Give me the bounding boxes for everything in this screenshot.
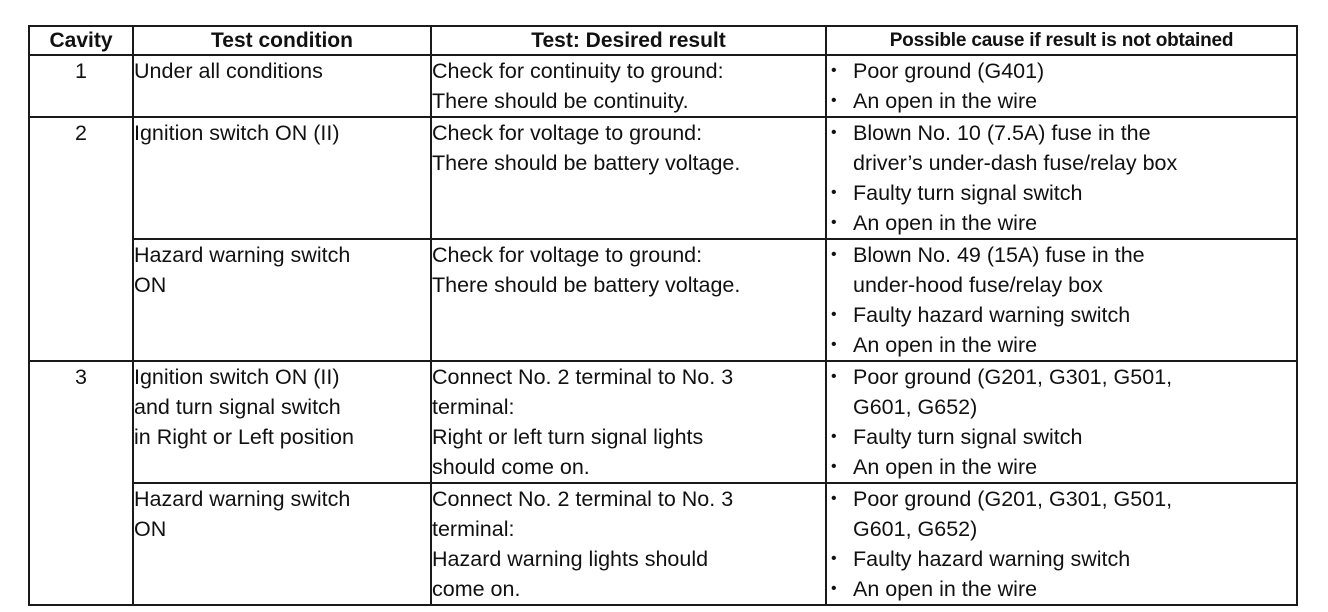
cause-text: Blown No. 10 (7.5A) fuse in the bbox=[853, 121, 1151, 145]
result-line: Connect No. 2 terminal to No. 3 bbox=[432, 487, 734, 511]
cavity-cell: 1 bbox=[29, 55, 133, 117]
condition-line: Hazard warning switch bbox=[134, 487, 351, 511]
condition-line: in Right or Left position bbox=[134, 425, 354, 449]
cause-item bbox=[827, 86, 1296, 116]
table-row bbox=[29, 55, 1297, 117]
cause-text: An open in the wire bbox=[853, 211, 1038, 235]
test-condition-cell bbox=[133, 483, 431, 605]
troubleshooting-table bbox=[28, 25, 1298, 606]
result-line: Hazard warning lights should bbox=[432, 547, 709, 571]
condition-line: ON bbox=[134, 273, 167, 297]
cause-text: G601, G652) bbox=[853, 517, 978, 541]
cause-text: An open in the wire bbox=[853, 455, 1038, 479]
cause-text: Poor ground (G401) bbox=[853, 59, 1045, 83]
bullet-icon: • bbox=[831, 336, 837, 353]
cause-item bbox=[827, 56, 1296, 86]
cause-text: Faulty hazard warning switch bbox=[853, 303, 1131, 327]
result-line: Check for voltage to ground: bbox=[432, 121, 703, 145]
cavity-cell: 2 bbox=[29, 117, 133, 361]
desired-result-cell bbox=[431, 239, 826, 361]
cause-item bbox=[827, 300, 1296, 330]
result-line: There should be battery voltage. bbox=[432, 273, 741, 297]
cause-item bbox=[827, 178, 1296, 208]
bullet-icon: • bbox=[831, 368, 837, 385]
bullet-icon: • bbox=[831, 184, 837, 201]
cause-list bbox=[827, 118, 1296, 238]
result-line: terminal: bbox=[432, 395, 515, 419]
test-condition-cell bbox=[133, 361, 431, 483]
bullet-icon: • bbox=[831, 246, 837, 263]
result-line: Right or left turn signal lights bbox=[432, 425, 704, 449]
bullet-icon: • bbox=[831, 124, 837, 141]
test-condition-cell bbox=[133, 55, 431, 117]
condition-line: Ignition switch ON (II) bbox=[134, 121, 340, 145]
table-row bbox=[29, 361, 1297, 483]
bullet-icon: • bbox=[831, 306, 837, 323]
bullet-icon: • bbox=[831, 214, 837, 231]
cause-text: An open in the wire bbox=[853, 89, 1038, 113]
result-line: terminal: bbox=[432, 517, 515, 541]
condition-line: and turn signal switch bbox=[134, 395, 341, 419]
cause-item bbox=[827, 118, 1296, 178]
possible-cause-cell bbox=[826, 483, 1297, 605]
result-line: There should be continuity. bbox=[432, 89, 689, 113]
cause-text: Poor ground (G201, G301, G501, bbox=[853, 365, 1173, 389]
bullet-icon: • bbox=[831, 92, 837, 109]
desired-result-cell bbox=[431, 483, 826, 605]
condition-line: Ignition switch ON (II) bbox=[134, 365, 340, 389]
cause-text: An open in the wire bbox=[853, 577, 1038, 601]
result-line: Check for continuity to ground: bbox=[432, 59, 724, 83]
desired-result-cell bbox=[431, 117, 826, 239]
bullet-icon: • bbox=[831, 580, 837, 597]
result-line: There should be battery voltage. bbox=[432, 151, 741, 175]
cause-text: G601, G652) bbox=[853, 395, 978, 419]
desired-result-cell bbox=[431, 55, 826, 117]
bullet-icon: • bbox=[831, 458, 837, 475]
result-line: Connect No. 2 terminal to No. 3 bbox=[432, 365, 734, 389]
header-desired-result: Test: Desired result bbox=[431, 26, 826, 55]
cause-list bbox=[827, 484, 1296, 604]
condition-line: ON bbox=[134, 517, 167, 541]
test-condition-cell bbox=[133, 117, 431, 239]
result-line: Check for voltage to ground: bbox=[432, 243, 703, 267]
condition-line: Hazard warning switch bbox=[134, 243, 351, 267]
cause-item bbox=[827, 330, 1296, 360]
possible-cause-cell bbox=[826, 239, 1297, 361]
cause-text: under-hood fuse/relay box bbox=[853, 273, 1103, 297]
table-row bbox=[29, 117, 1297, 239]
table-body bbox=[29, 55, 1297, 605]
possible-cause-cell bbox=[826, 55, 1297, 117]
condition-line: Under all conditions bbox=[134, 59, 323, 83]
table-row bbox=[29, 483, 1297, 605]
cause-list bbox=[827, 56, 1296, 116]
header-possible-cause: Possible cause if result is not obtained bbox=[826, 26, 1297, 55]
cause-text: Blown No. 49 (15A) fuse in the bbox=[853, 243, 1145, 267]
cause-item bbox=[827, 574, 1296, 604]
header-test-condition: Test condition bbox=[133, 26, 431, 55]
bullet-icon: • bbox=[831, 62, 837, 79]
cause-item bbox=[827, 484, 1296, 544]
cause-item bbox=[827, 208, 1296, 238]
possible-cause-cell bbox=[826, 361, 1297, 483]
bullet-icon: • bbox=[831, 550, 837, 567]
cause-text: driver’s under-dash fuse/relay box bbox=[853, 151, 1178, 175]
bullet-icon: • bbox=[831, 490, 837, 507]
cause-text: Faulty turn signal switch bbox=[853, 425, 1083, 449]
cavity-cell: 3 bbox=[29, 361, 133, 605]
result-line: should come on. bbox=[432, 455, 590, 479]
cause-item bbox=[827, 452, 1296, 482]
header-cavity: Cavity bbox=[29, 26, 133, 55]
cause-text: Faulty turn signal switch bbox=[853, 181, 1083, 205]
bullet-icon: • bbox=[831, 428, 837, 445]
cause-item bbox=[827, 362, 1296, 422]
cause-text: Faulty hazard warning switch bbox=[853, 547, 1131, 571]
table-row bbox=[29, 239, 1297, 361]
test-condition-cell bbox=[133, 239, 431, 361]
result-line: come on. bbox=[432, 577, 521, 601]
cause-item bbox=[827, 240, 1296, 300]
cause-text: Poor ground (G201, G301, G501, bbox=[853, 487, 1173, 511]
possible-cause-cell bbox=[826, 117, 1297, 239]
cause-list bbox=[827, 240, 1296, 360]
header-row bbox=[29, 26, 1297, 55]
cause-list bbox=[827, 362, 1296, 482]
cause-item bbox=[827, 422, 1296, 452]
cause-item bbox=[827, 544, 1296, 574]
cause-text: An open in the wire bbox=[853, 333, 1038, 357]
desired-result-cell bbox=[431, 361, 826, 483]
